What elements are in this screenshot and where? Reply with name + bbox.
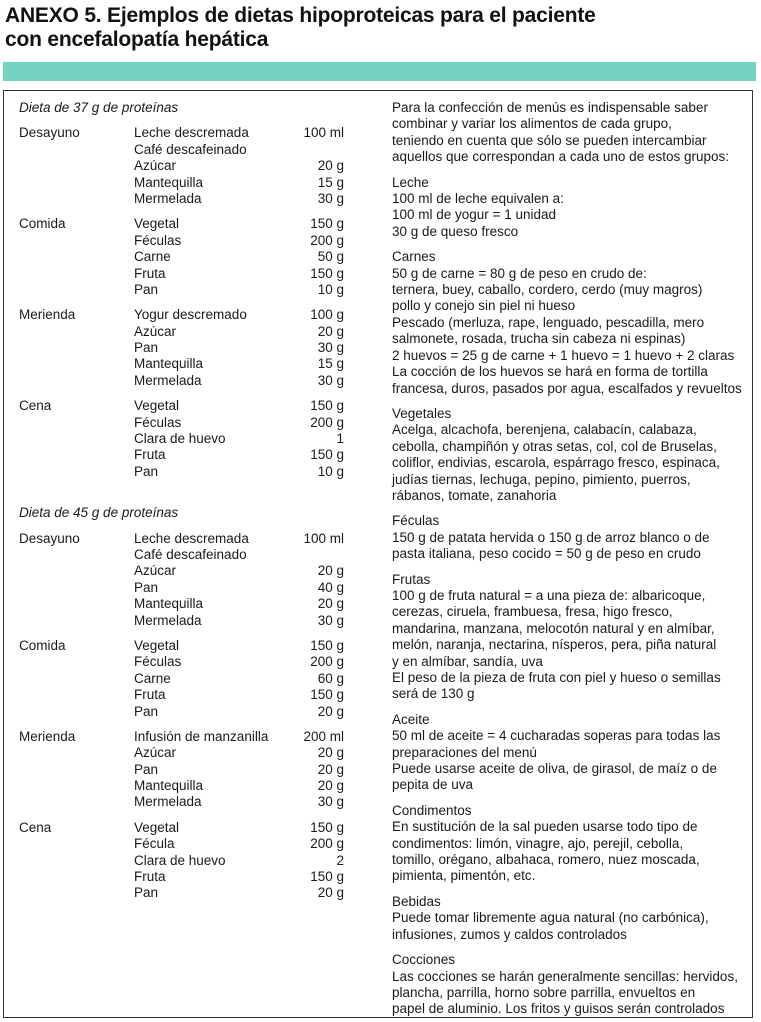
food-quantity: 30 g: [317, 612, 344, 628]
text-line: papel de aluminio. Los fritos y guisos serán controlados: [392, 1001, 725, 1017]
meal-name: Merienda: [19, 728, 76, 744]
food-name: Fruta: [134, 687, 166, 703]
diet-block: [19, 505, 369, 902]
section-paragraph: [392, 670, 750, 703]
meal-name: Desayuno: [19, 125, 80, 141]
food-quantity: 150 g: [310, 869, 344, 885]
text-line: y en almíbar, sandía, uva: [392, 653, 543, 669]
meal-row: [19, 638, 369, 720]
food-item: [134, 447, 344, 463]
food-name: Mermelada: [134, 794, 202, 810]
food-item: [134, 266, 344, 282]
text-line: mandarina, manzana, melocotón natural y en almíbar,: [392, 620, 715, 636]
food-name: Féculas: [134, 414, 182, 430]
food-name: Fécula: [134, 836, 175, 852]
text-line: cerezas, ciruela, frambuesa, fresa, higo fresco,: [392, 604, 673, 620]
food-quantity: 150 g: [310, 687, 344, 703]
text-line: Acelga, alcachofa, berenjena, calabacín, calabaza,: [392, 422, 697, 438]
text-line: Para la confección de menús es indispensable saber: [392, 100, 708, 115]
food-item: [134, 356, 344, 372]
food-quantity: 20 g: [317, 596, 344, 612]
meal-row: [19, 125, 369, 207]
food-quantity: 10 g: [317, 281, 344, 297]
food-item: [134, 431, 344, 447]
text-line: 100 g de fruta natural = a una pieza de: albaricoque,: [392, 587, 706, 603]
food-name: Féculas: [134, 654, 182, 670]
diet-block: [19, 100, 369, 480]
food-item: [134, 398, 344, 414]
meal-row: [19, 820, 369, 902]
section-paragraph: [392, 422, 750, 504]
food-item: [134, 531, 344, 547]
text-line: 100 ml de yogur = 1 unidad: [392, 207, 556, 223]
section-paragraph: [392, 207, 750, 223]
food-quantity: 150 g: [310, 637, 344, 653]
food-item: [134, 340, 344, 356]
meal-items: [134, 125, 344, 207]
text-line: cebolla, champiñón y otras setas, col, col de Bruselas,: [392, 438, 717, 454]
section-paragraph: [392, 819, 750, 885]
food-name: Vegetal: [134, 637, 180, 653]
section-paragraph: [392, 728, 750, 761]
food-quantity: 20 g: [317, 323, 344, 339]
food-name: Clara de huevo: [134, 852, 226, 868]
food-name: Azúcar: [134, 563, 177, 579]
text-line: francesa, duros, pasados por agua, escalfados y revueltos: [392, 380, 742, 396]
food-item: [134, 762, 344, 778]
meal-name: Desayuno: [19, 530, 80, 546]
section-paragraph: [392, 910, 750, 943]
section-title: Vegetales: [392, 405, 452, 421]
food-name: Leche descremada: [134, 125, 249, 141]
diets-column: [19, 100, 369, 911]
food-name: Pan: [134, 463, 159, 479]
text-line: pimienta, pimentón, etc.: [392, 868, 536, 884]
food-quantity: 2: [336, 852, 344, 868]
food-name: Clara de huevo: [134, 431, 226, 447]
food-quantity: 200 g: [310, 232, 344, 248]
text-line: Puede tomar libremente agua natural (no carbónica),: [392, 910, 709, 926]
food-groups-column: [392, 100, 750, 1018]
text-line: judías tiernas, lechuga, pepino, pimiento, puerros,: [392, 471, 691, 487]
food-quantity: 200 g: [310, 654, 344, 670]
food-item: [134, 282, 344, 298]
meal-items: [134, 307, 344, 389]
food-item: [134, 233, 344, 249]
food-item: [134, 216, 344, 232]
text-line: pepita de uva: [392, 777, 474, 793]
food-name: Fruta: [134, 869, 166, 885]
food-quantity: 60 g: [317, 670, 344, 686]
food-name: Mantequilla: [134, 596, 204, 612]
food-name: Mermelada: [134, 190, 202, 206]
food-name: Café descafeinado: [134, 141, 247, 157]
food-item: [134, 175, 344, 191]
section-paragraph: [392, 282, 750, 298]
food-item: [134, 836, 344, 852]
text-line: Pescado (merluza, rape, lenguado, pescadilla, mero: [392, 314, 705, 330]
section-paragraph: [392, 348, 750, 364]
food-group-section: [392, 175, 750, 241]
text-line: 150 g de patata hervida o 150 g de arroz blanco o de: [392, 529, 710, 545]
food-item: [134, 729, 344, 745]
meal-row: [19, 531, 369, 629]
food-group-section: [392, 952, 750, 1018]
food-name: Mermelada: [134, 612, 202, 628]
food-name: Pan: [134, 703, 159, 719]
food-quantity: 100 g: [310, 307, 344, 323]
food-name: Féculas: [134, 232, 182, 248]
food-name: Azúcar: [134, 745, 177, 761]
page-title: [5, 4, 755, 52]
section-title: Carnes: [392, 249, 436, 265]
food-name: Yogur descremado: [134, 307, 247, 323]
food-name: Carne: [134, 249, 171, 265]
section-title: Bebidas: [392, 893, 441, 909]
food-quantity: [294, 547, 344, 563]
food-quantity: 150 g: [310, 398, 344, 414]
section-paragraph: [392, 266, 750, 282]
food-quantity: 30 g: [317, 372, 344, 388]
food-item: [134, 853, 344, 869]
text-line: El peso de la pieza de fruta con piel y hueso o semillas: [392, 670, 721, 685]
food-item: [134, 415, 344, 431]
text-line: Puede usarse aceite de oliva, de girasol, de maíz o de: [392, 761, 717, 777]
food-quantity: 15 g: [317, 174, 344, 190]
food-group-section: [392, 894, 750, 943]
text-line: combinar y variar los alimentos de cada grupo,: [392, 116, 672, 132]
food-name: Pan: [134, 885, 159, 901]
food-quantity: 20 g: [317, 563, 344, 579]
text-line: condimentos: limón, vinagre, ajo, perejil, cebolla,: [392, 835, 684, 851]
food-item: [134, 778, 344, 794]
text-line: 50 g de carne = 80 g de peso en crudo de:: [392, 265, 647, 281]
food-group-section: [392, 803, 750, 885]
text-line: será de 130 g: [392, 686, 475, 702]
food-name: Café descafeinado: [134, 546, 247, 562]
section-paragraph: [392, 761, 750, 794]
food-item: [134, 547, 344, 563]
text-line: ternera, buey, caballo, cordero, cerdo (muy magros): [392, 282, 703, 298]
text-line: salmonete, rosada, trucha sin cabeza ni espinas): [392, 331, 686, 347]
text-line: La cocción de los huevos se hará en forma de tortilla: [392, 364, 708, 380]
text-line: teniendo en cuenta que sólo se pueden intercambiar: [392, 132, 707, 148]
food-quantity: 40 g: [317, 579, 344, 595]
food-name: Vegetal: [134, 398, 180, 414]
food-quantity: 10 g: [317, 463, 344, 479]
food-item: [134, 307, 344, 323]
food-item: [134, 191, 344, 207]
food-item: [134, 885, 344, 901]
food-quantity: 20 g: [317, 745, 344, 761]
food-quantity: 150 g: [310, 216, 344, 232]
meal-items: [134, 729, 344, 811]
food-quantity: [294, 142, 344, 158]
food-item: [134, 373, 344, 389]
section-paragraph: [392, 191, 750, 207]
text-line: plancha, parrilla, horno sobre parrilla, envueltos en: [392, 984, 696, 1000]
food-group-section: [392, 712, 750, 794]
section-title: Leche: [392, 174, 429, 190]
food-quantity: 15 g: [317, 356, 344, 372]
food-quantity: 50 g: [317, 249, 344, 265]
meal-items: [134, 820, 344, 902]
food-group-section: [392, 513, 750, 562]
section-title: Frutas: [392, 571, 431, 587]
food-item: [134, 704, 344, 720]
food-item: [134, 125, 344, 141]
section-title: Aceite: [392, 711, 430, 727]
section-paragraph: [392, 298, 750, 314]
food-name: Fruta: [134, 447, 166, 463]
text-line: infusiones, zumos y caldos controlados: [392, 926, 627, 942]
food-quantity: 1: [336, 431, 344, 447]
text-line: 100 ml de leche equivalen a:: [392, 191, 564, 207]
meal-items: [134, 531, 344, 629]
food-item: [134, 687, 344, 703]
meal-items: [134, 638, 344, 720]
food-group-section: [392, 572, 750, 703]
meal-name: Merienda: [19, 307, 76, 323]
food-quantity: 150 g: [310, 265, 344, 281]
food-item: [134, 820, 344, 836]
text-line: En sustitución de la sal pueden usarse todo tipo de: [392, 819, 698, 835]
text-line: tomillo, orégano, albahaca, romero, nuez moscada,: [392, 852, 700, 868]
text-line: 30 g de queso fresco: [392, 223, 519, 239]
food-name: Vegetal: [134, 216, 180, 232]
food-item: [134, 869, 344, 885]
food-quantity: 100 ml: [303, 125, 344, 141]
food-quantity: 150 g: [310, 447, 344, 463]
food-name: Fruta: [134, 265, 166, 281]
food-item: [134, 794, 344, 810]
text-line: melón, naranja, nectarina, nísperos, pera, piña natural: [392, 637, 717, 653]
section-title: Féculas: [392, 513, 440, 529]
section-paragraph: [392, 224, 750, 240]
food-quantity: 20 g: [317, 778, 344, 794]
food-item: [134, 654, 344, 670]
text-line: coliflor, endivias, escarola, espárrago fresco, espinaca,: [392, 455, 720, 471]
food-item: [134, 745, 344, 761]
food-quantity: 200 g: [310, 414, 344, 430]
text-line: 50 ml de aceite = 4 cucharadas soperas para todas las: [392, 728, 721, 744]
food-item: [134, 638, 344, 654]
food-name: Pan: [134, 579, 159, 595]
meal-items: [134, 398, 344, 480]
text-line: Las cocciones se harán generalmente sencillas: hervidos,: [392, 968, 738, 984]
page-title-line-2: con encefalopatía hepática: [5, 28, 269, 51]
food-item: [134, 596, 344, 612]
food-name: Pan: [134, 281, 159, 297]
text-line: pasta italiana, peso cocido = 50 g de peso en crudo: [392, 546, 701, 562]
meal-name: Cena: [19, 819, 52, 835]
section-paragraph: [392, 315, 750, 348]
food-quantity: 200 g: [310, 836, 344, 852]
food-name: Azúcar: [134, 158, 177, 174]
food-name: Azúcar: [134, 323, 177, 339]
food-quantity: 30 g: [317, 794, 344, 810]
food-item: [134, 158, 344, 174]
food-quantity: 200 ml: [303, 728, 344, 744]
food-group-section: [392, 249, 750, 397]
food-group-section: [392, 406, 750, 504]
food-item: [134, 324, 344, 340]
food-item: [134, 563, 344, 579]
page-title-line-1: ANEXO 5. Ejemplos de dietas hipoproteicas para el paciente: [5, 4, 596, 27]
text-line: pollo y conejo sin piel ni hueso: [392, 298, 576, 314]
section-paragraph: [392, 530, 750, 563]
food-name: Pan: [134, 761, 159, 777]
meal-row: [19, 307, 369, 389]
intro-paragraph: [392, 100, 750, 166]
meal-name: Comida: [19, 637, 66, 653]
meal-row: [19, 398, 369, 480]
food-quantity: 20 g: [317, 703, 344, 719]
food-name: Mermelada: [134, 372, 202, 388]
food-item: [134, 671, 344, 687]
meal-row: [19, 216, 369, 298]
diet-title: Dieta de 37 g de proteínas: [19, 100, 179, 115]
meal-name: Cena: [19, 398, 52, 414]
meal-row: [19, 729, 369, 811]
food-item: [134, 464, 344, 480]
section-paragraph: [392, 969, 750, 1018]
text-line: aquellos que correspondan a cada uno de estos grupos:: [392, 149, 729, 165]
food-name: Mantequilla: [134, 174, 204, 190]
food-item: [134, 249, 344, 265]
section-title: Condimentos: [392, 802, 472, 818]
food-item: [134, 580, 344, 596]
food-group-sections: [392, 175, 750, 1018]
food-name: Carne: [134, 670, 171, 686]
food-quantity: 30 g: [317, 190, 344, 206]
food-name: Infusión de manzanilla: [134, 728, 269, 744]
section-paragraph: [392, 588, 750, 670]
meal-items: [134, 216, 344, 298]
food-quantity: 20 g: [317, 885, 344, 901]
food-quantity: 30 g: [317, 340, 344, 356]
header-band: [3, 62, 756, 81]
food-quantity: 150 g: [310, 819, 344, 835]
section-paragraph: [392, 364, 750, 397]
food-quantity: 100 ml: [303, 530, 344, 546]
text-line: preparaciones del menú: [392, 744, 537, 760]
food-name: Leche descremada: [134, 530, 249, 546]
text-line: 2 huevos = 25 g de carne + 1 huevo = 1 huevo + 2 claras: [392, 347, 735, 363]
food-name: Pan: [134, 340, 159, 356]
section-title: Cocciones: [392, 952, 456, 968]
food-quantity: 20 g: [317, 158, 344, 174]
food-name: Vegetal: [134, 819, 180, 835]
text-line: rábanos, tomate, zanahoria: [392, 487, 557, 503]
food-name: Mantequilla: [134, 356, 204, 372]
meal-name: Comida: [19, 216, 66, 232]
food-item: [134, 142, 344, 158]
food-item: [134, 613, 344, 629]
food-quantity: 20 g: [317, 761, 344, 777]
diet-title: Dieta de 45 g de proteínas: [19, 505, 179, 521]
food-name: Mantequilla: [134, 778, 204, 794]
